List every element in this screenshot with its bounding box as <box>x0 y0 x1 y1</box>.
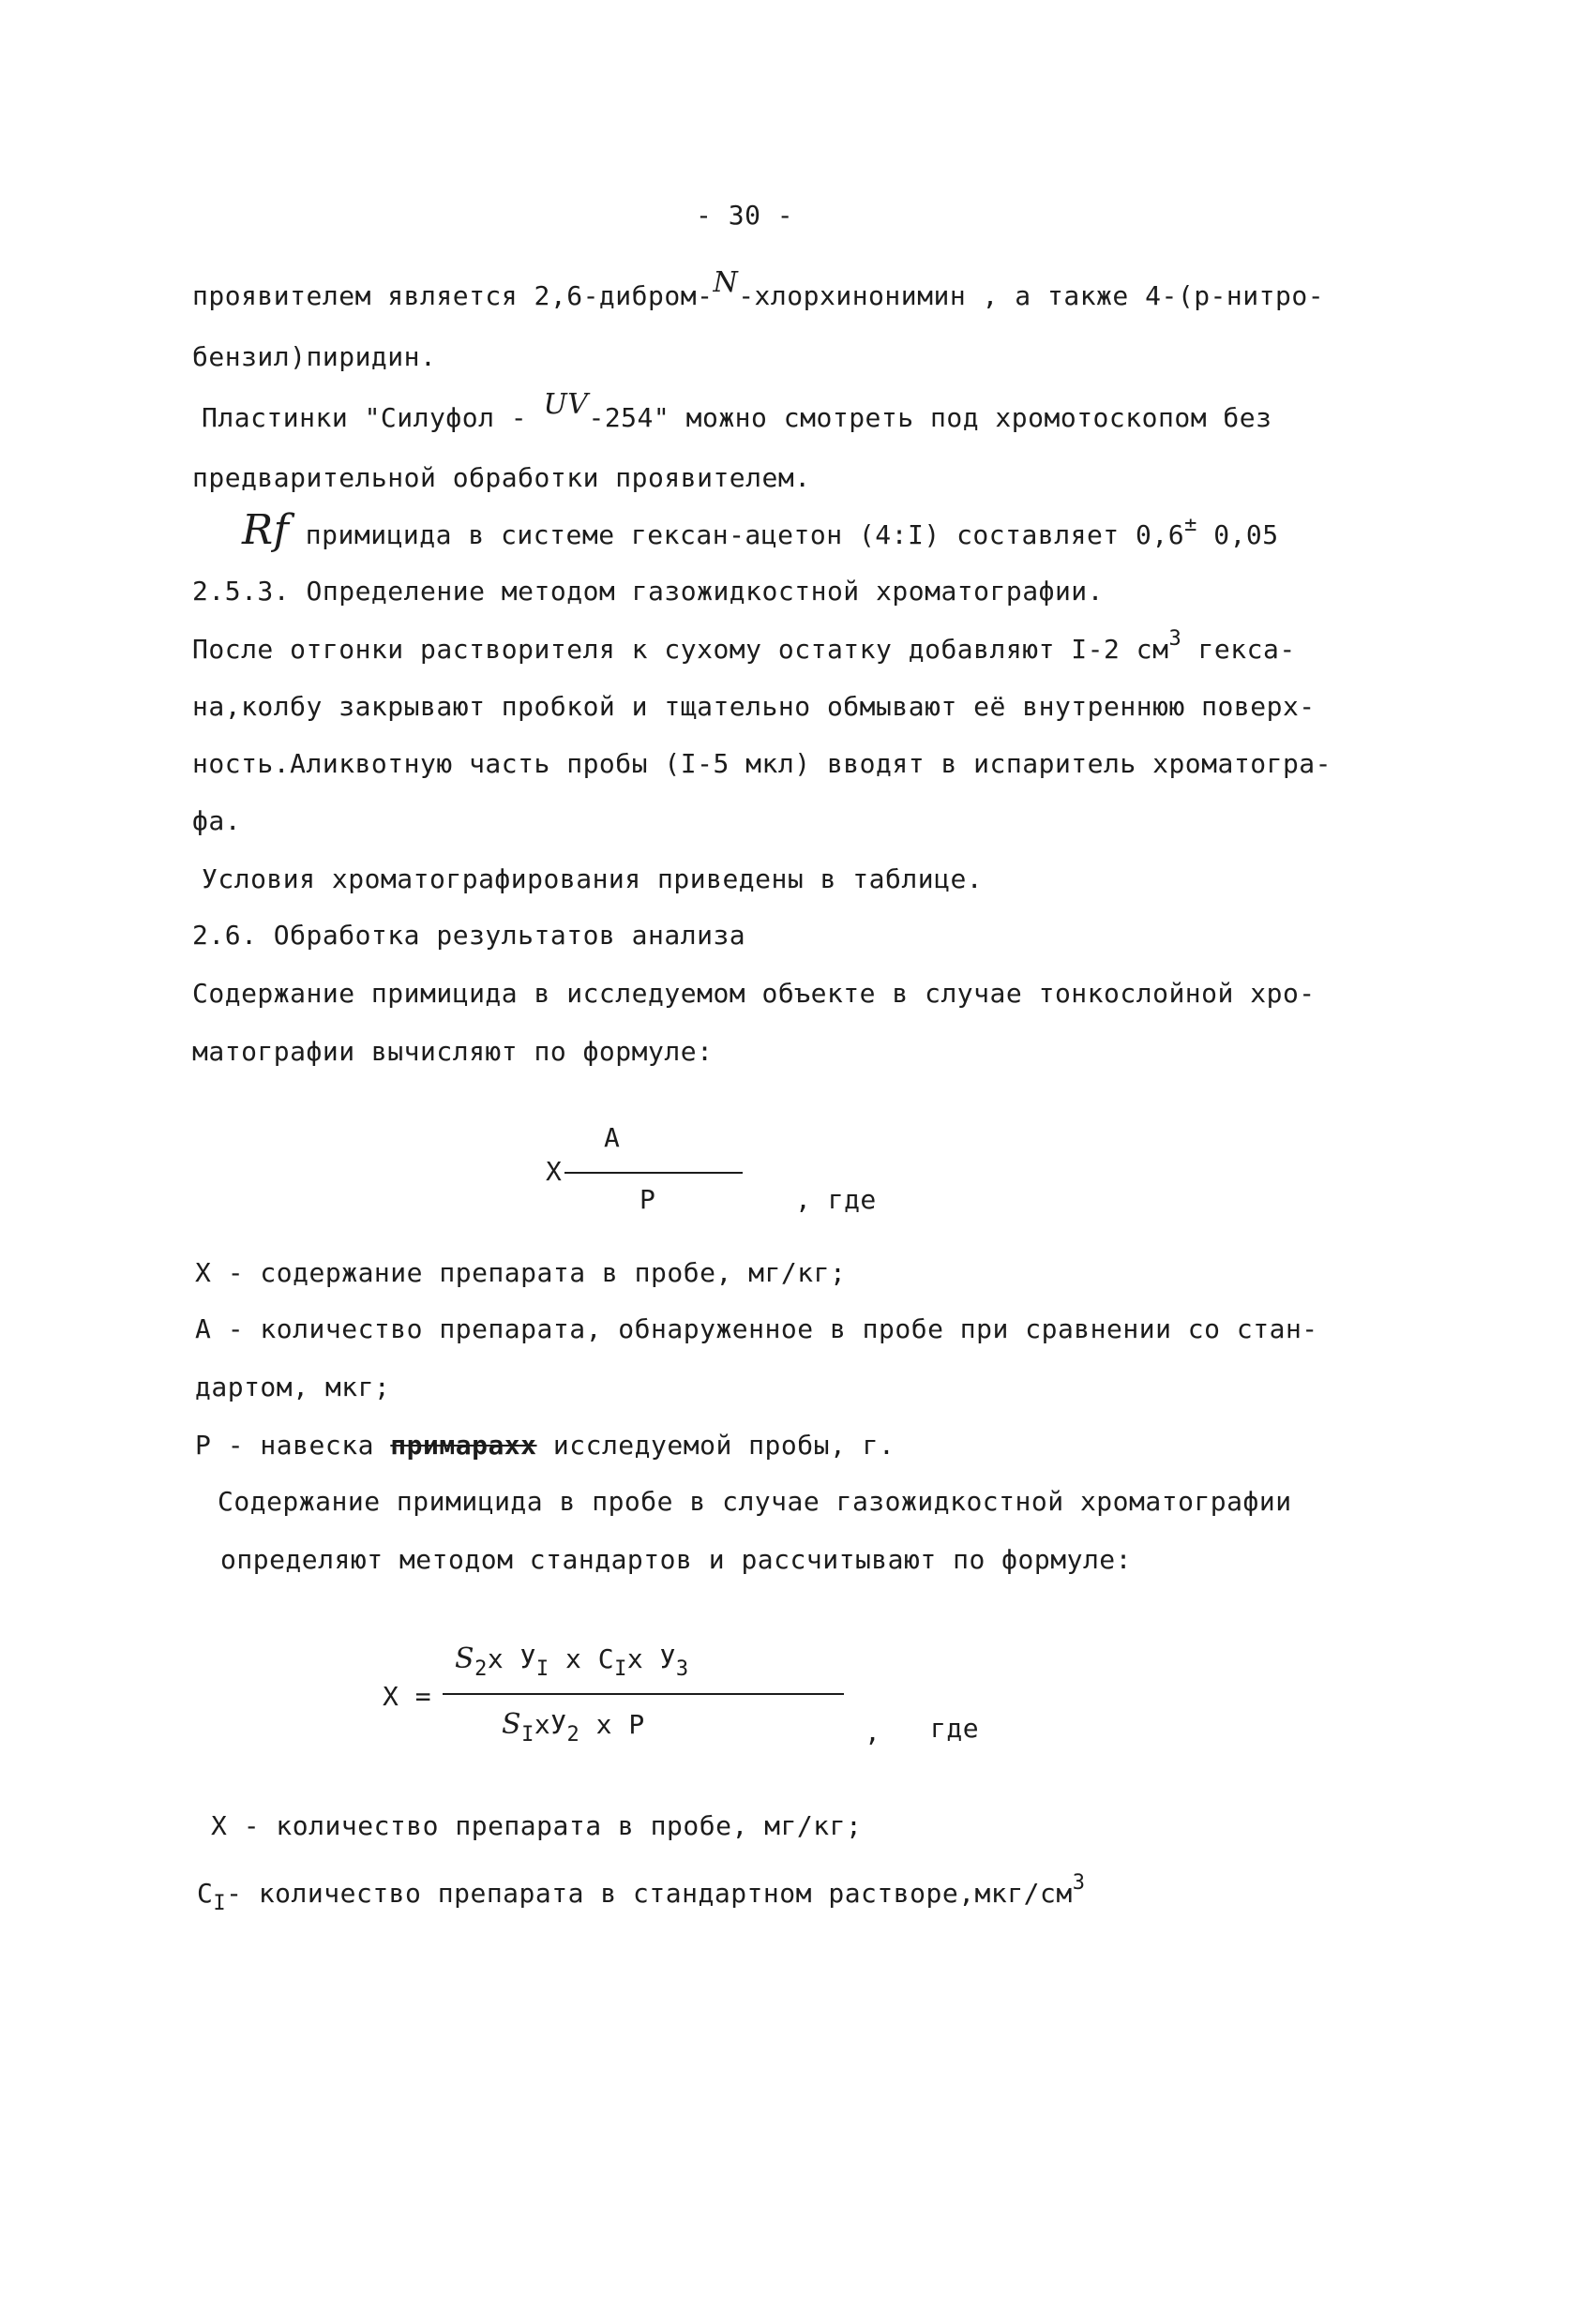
definition-p <box>195 1429 895 1462</box>
paragraph-plates-line-1 <box>202 388 1272 435</box>
page-number: - 30 - <box>696 200 794 231</box>
text-segment: x C <box>549 1643 615 1674</box>
superscript: 3 <box>1168 627 1182 651</box>
plus-minus: ± <box>1184 513 1197 536</box>
text-segment: x У <box>626 1643 676 1674</box>
subscript: 3 <box>675 1657 689 1681</box>
text-segment: -254" можно смотреть под хромотоскопом без <box>588 402 1272 433</box>
paragraph-plates-line-2: предварительной обработки проявителем. <box>192 462 811 493</box>
text-segment: Пластинки "Силуфол - <box>202 402 528 433</box>
text-segment: гекса- <box>1181 634 1296 665</box>
text-segment: проявителем является 2,6-дибром- <box>192 280 714 311</box>
formula2-numerator <box>455 1642 689 1681</box>
formula-denominator: P <box>640 1184 656 1215</box>
struck-out-word: примарахх <box>390 1430 537 1461</box>
text-segment: 0,05 <box>1196 519 1279 550</box>
formula2-comma: , <box>865 1717 881 1747</box>
paragraph-procedure-line-4: фа. <box>192 805 242 836</box>
definition-x: X - содержание препарата в пробе, мг/кг; <box>195 1257 847 1288</box>
formula2-where: где <box>930 1713 980 1744</box>
definition2-x: X - количество препарата в пробе, мг/кг; <box>211 1810 863 1841</box>
text-segment: xУ <box>534 1709 567 1740</box>
handwritten-uv: UV <box>543 388 589 421</box>
text-segment: примицида в системе гексан-ацетон (4:I) составляет 0,6 <box>305 519 1185 550</box>
text-segment: x P <box>579 1709 645 1740</box>
paragraph-procedure-line-3: ность.Аликвотную часть пробы (I-5 мкл) вводят в испаритель хроматогра- <box>192 748 1332 779</box>
text-segment: x У <box>487 1643 536 1674</box>
subscript: I <box>213 1892 227 1915</box>
paragraph-developer-line-2: бензил)пиридин. <box>192 341 437 372</box>
paragraph-glc-line-2: определяют методом стандартов и рассчитывают по формуле: <box>220 1544 1133 1575</box>
symbol-s: S <box>455 1642 475 1675</box>
formula-where: , где <box>795 1184 877 1215</box>
symbol-c: C <box>197 1878 214 1909</box>
formula-lhs: X <box>546 1156 563 1187</box>
paragraph-tlc-line-1: Содержание примицида в исследуемом объекте в случае тонкослойной хро- <box>192 978 1316 1009</box>
formula2-lhs: X = <box>383 1681 432 1712</box>
superscript: 3 <box>1072 1871 1086 1895</box>
chromatography-conditions: Условия хроматографирования приведены в таблице. <box>202 863 984 894</box>
text-segment: После отгонки растворителя к сухому остатку добавляют I-2 см <box>192 634 1169 665</box>
section-heading-2-5-3: 2.5.3. Определение методом газожидкостной хроматографии. <box>192 576 1105 607</box>
subscript: I <box>521 1723 534 1747</box>
definition-a-line-1: A - количество препарата, обнаруженное в пробе при сравнении со стан- <box>195 1313 1318 1344</box>
subscript: 2 <box>566 1723 580 1747</box>
subscript: I <box>535 1657 549 1681</box>
definition2-c <box>197 1871 1086 1915</box>
text-segment: - количество препарата в стандартном растворе,мкг/см <box>226 1878 1073 1909</box>
paragraph-procedure-line-2: на,колбу закрывают пробкой и тщательно обмывают её внутреннюю поверх- <box>192 691 1316 722</box>
subscript: I <box>614 1657 627 1681</box>
formula2-denominator <box>502 1708 645 1747</box>
text-segment: -хлорхинонимин , а также 4-(р-нитро- <box>738 280 1325 311</box>
rf-value-line <box>242 506 1279 554</box>
paragraph-tlc-line-2: матографии вычисляют по формуле: <box>192 1036 714 1067</box>
subscript: 2 <box>474 1657 488 1681</box>
handwritten-rf: Rf <box>242 506 290 554</box>
paragraph-procedure-line-1 <box>192 627 1296 667</box>
paragraph-glc-line-1: Содержание примицида в пробе в случае газожидкостной хроматографии <box>218 1486 1292 1517</box>
formula-numerator: A <box>604 1122 621 1153</box>
fraction-bar <box>564 1172 743 1174</box>
symbol-s: S <box>502 1708 522 1741</box>
paragraph-developer-line-1 <box>192 266 1325 313</box>
text-segment: исследуемой пробы, г. <box>536 1430 895 1461</box>
section-heading-2-6: 2.6. Обработка результатов анализа <box>192 920 746 951</box>
fraction-bar <box>443 1693 844 1695</box>
handwritten-n: N <box>713 266 739 299</box>
text-segment: P - навеска <box>195 1430 391 1461</box>
definition-a-line-2: дартом, мкг; <box>195 1372 391 1402</box>
